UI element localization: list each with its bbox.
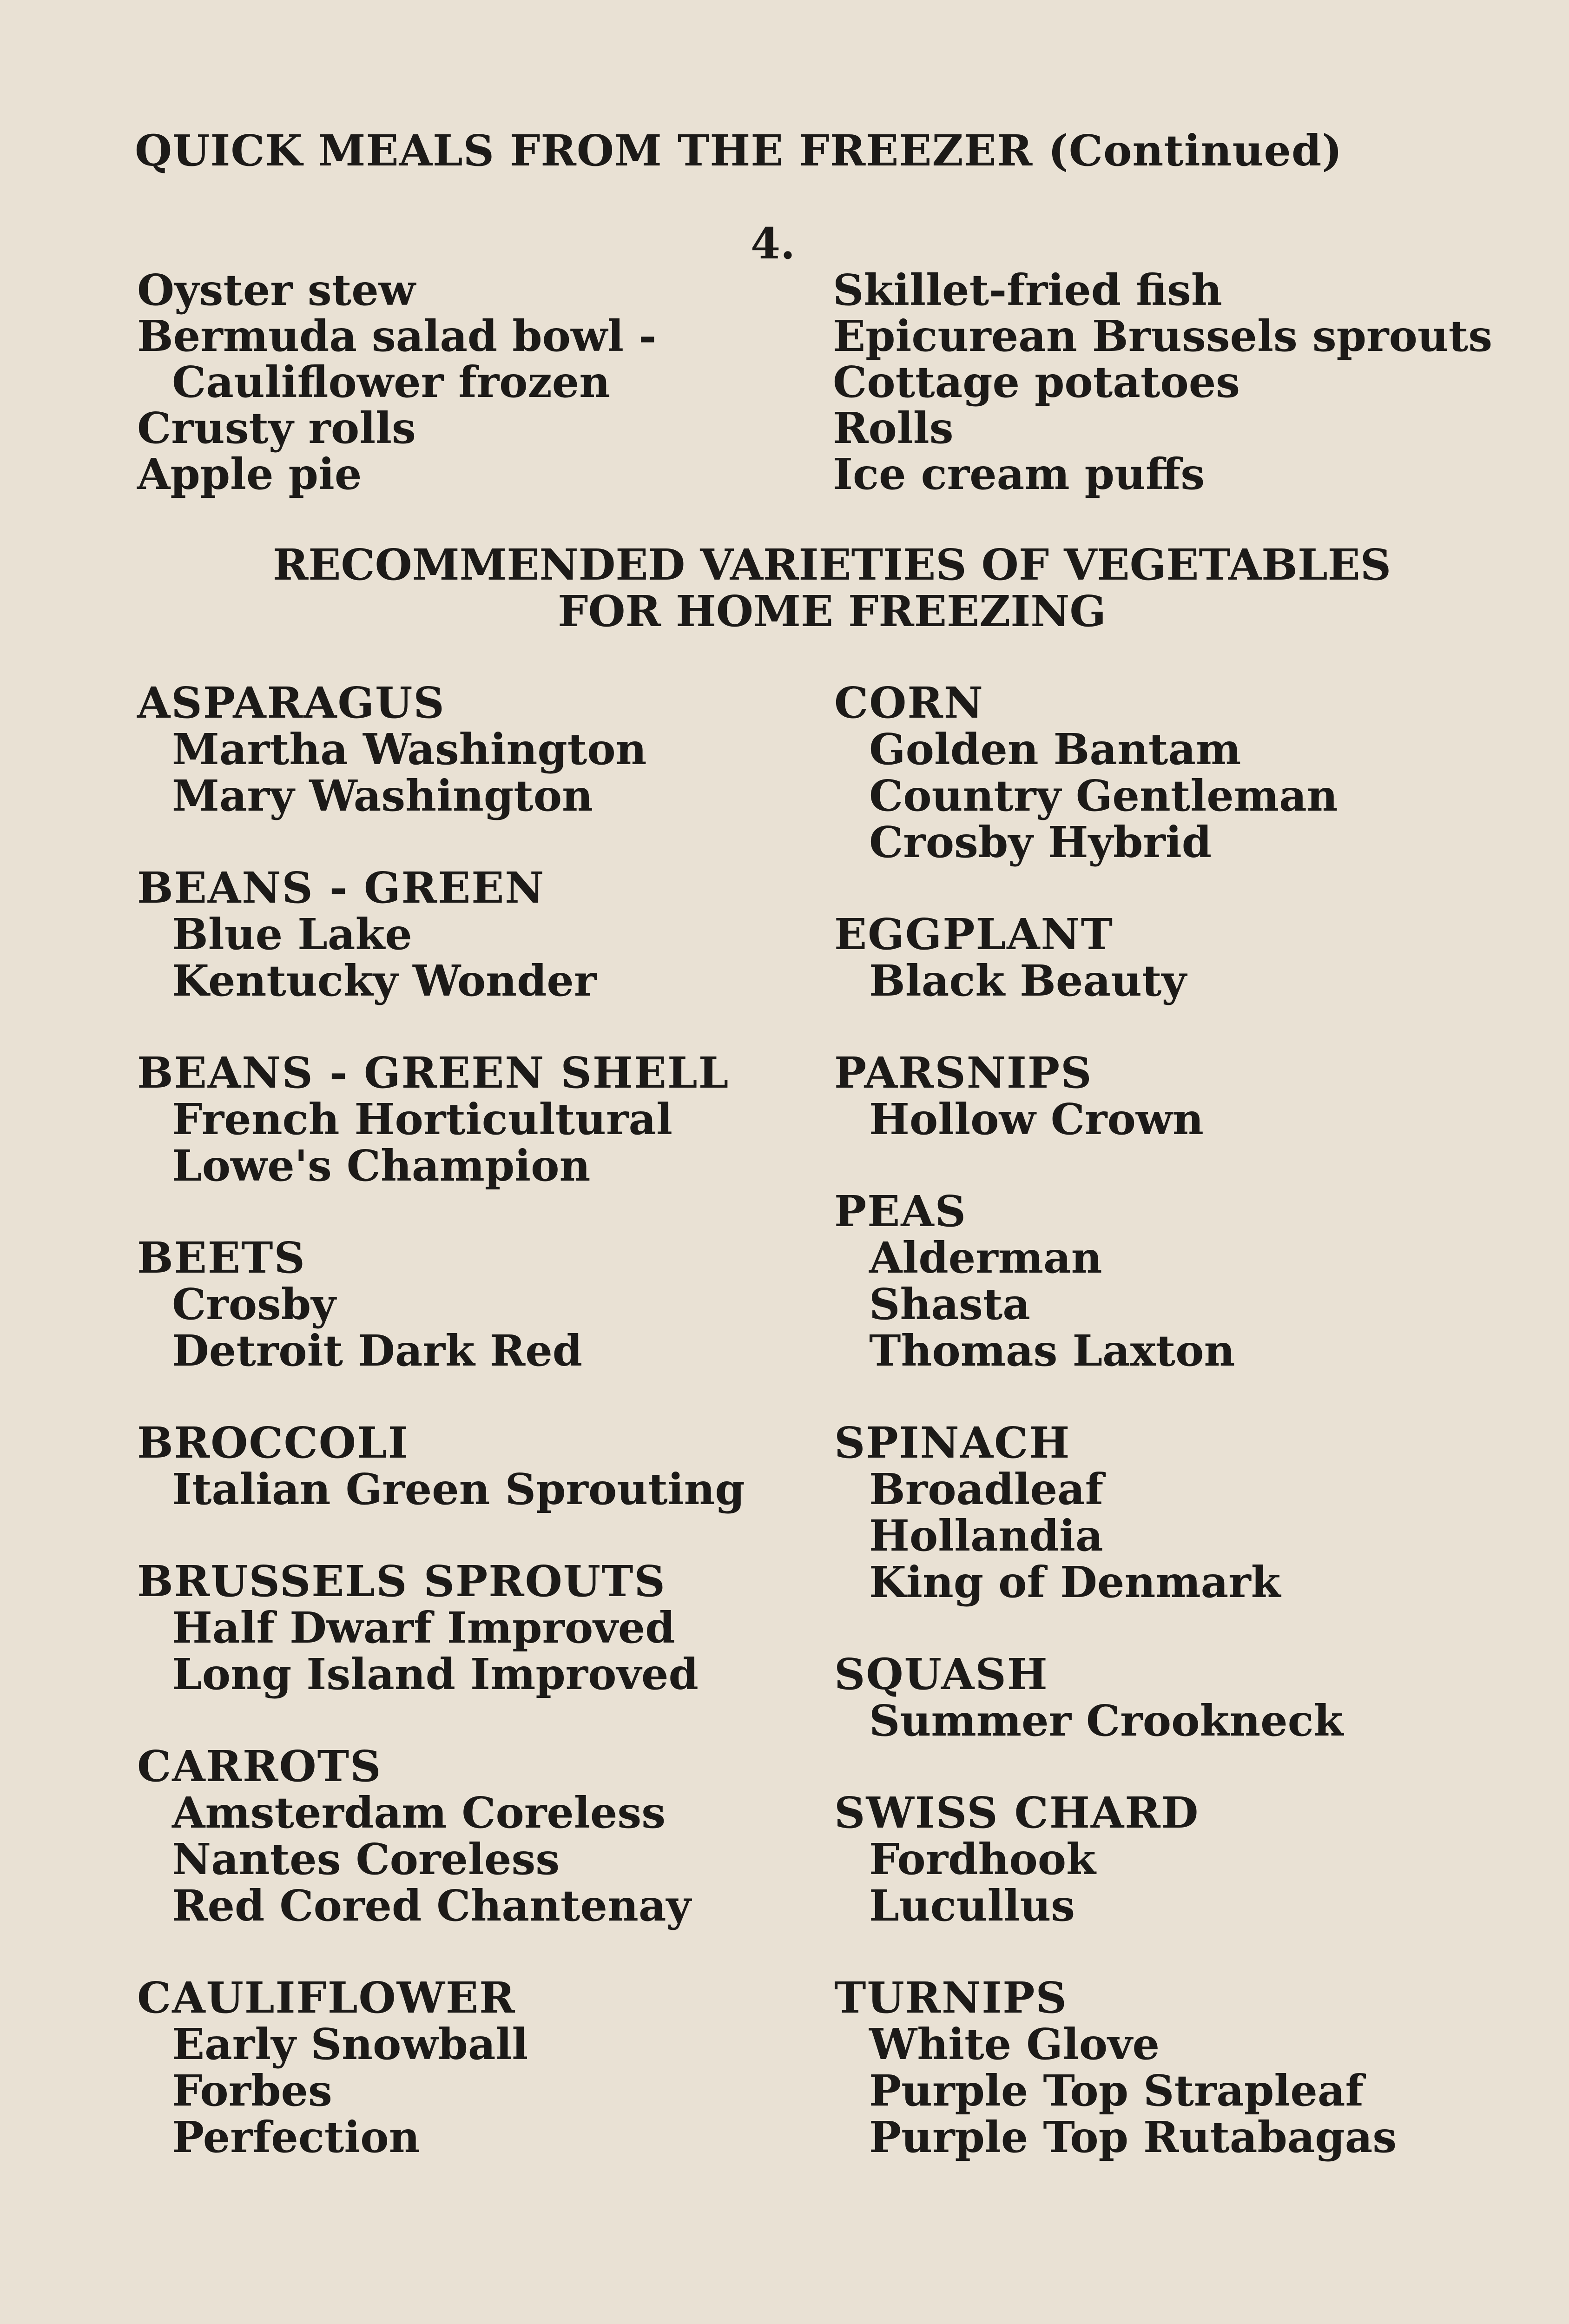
variety: Purple Top Rutabagas [869, 2112, 1397, 2162]
menu-item: Rolls [833, 403, 954, 453]
variety: Red Cored Chantenay [172, 1881, 691, 1931]
vegetable-name: CAULIFLOWER [137, 1973, 516, 2023]
menu-item: Cauliflower frozen [172, 357, 611, 407]
variety: Fordhook [869, 1834, 1096, 1884]
vegetable-name: SQUASH [834, 1649, 1048, 1699]
variety: Lucullus [869, 1881, 1075, 1931]
variety: Hollandia [869, 1511, 1103, 1561]
variety: Black Beauty [869, 956, 1187, 1006]
menu-item: Oyster stew [137, 265, 415, 315]
variety: Kentucky Wonder [172, 956, 597, 1006]
variety: Forbes [172, 2066, 332, 2116]
section-title [0, 541, 1569, 634]
variety: Hollow Crown [869, 1094, 1204, 1144]
vegetable-name: ASPARAGUS [137, 678, 445, 728]
vegetables-right-column [834, 680, 1397, 2206]
vegetable-group [137, 865, 745, 1004]
vegetable-name: SWISS CHARD [834, 1788, 1200, 1838]
vegetable-name: EGGPLANT [834, 909, 1114, 959]
vegetable-name: TURNIPS [834, 1973, 1068, 2023]
vegetable-name: BEETS [137, 1233, 306, 1283]
vegetable-group [137, 1235, 745, 1374]
menu-item: Bermuda salad bowl - [137, 311, 657, 361]
vegetable-name: BEANS - GREEN [137, 863, 545, 913]
vegetable-group [137, 1743, 745, 1929]
vegetable-group [834, 911, 1397, 1004]
menu-item: Ice cream puffs [833, 449, 1205, 499]
variety: Detroit Dark Red [172, 1326, 583, 1376]
variety: Perfection [172, 2112, 420, 2162]
vegetable-group [834, 1789, 1397, 1929]
variety: Martha Washington [172, 724, 647, 774]
vegetable-name: BROCCOLI [137, 1418, 409, 1468]
vegetable-group [137, 680, 745, 819]
variety: Nantes Coreless [172, 1834, 560, 1884]
vegetable-group [834, 1974, 1397, 2160]
variety: King of Denmark [869, 1557, 1281, 1607]
variety: Crosby Hybrid [869, 817, 1212, 867]
variety: Golden Bantam [869, 724, 1241, 774]
variety: Early Snowball [172, 2019, 528, 2069]
vegetable-name: CARROTS [137, 1741, 382, 1791]
variety: Thomas Laxton [869, 1326, 1235, 1376]
variety: Crosby [172, 1279, 336, 1329]
vegetable-group [137, 1974, 745, 2160]
vegetable-group [834, 1050, 1397, 1142]
variety: Shasta [869, 1279, 1030, 1329]
menu-item: Cottage potatoes [833, 357, 1240, 407]
section-title-line: FOR HOME FREEZING [558, 586, 1106, 636]
variety: Mary Washington [172, 771, 593, 821]
variety: Country Gentleman [869, 771, 1338, 821]
menu-right-column [833, 267, 1492, 497]
variety: Alderman [869, 1233, 1102, 1283]
menu-item: Crusty rolls [137, 403, 416, 453]
vegetable-name: SPINACH [834, 1418, 1071, 1468]
variety: Italian Green Sprouting [172, 1464, 745, 1514]
variety: Blue Lake [172, 909, 412, 959]
menu-left-column [137, 267, 656, 497]
vegetable-group [834, 1188, 1397, 1374]
variety: Purple Top Strapleaf [869, 2066, 1364, 2116]
vegetable-group [834, 1419, 1397, 1605]
vegetable-name: PARSNIPS [834, 1048, 1093, 1098]
variety: Half Dwarf Improved [172, 1603, 675, 1653]
vegetable-name: BEANS - GREEN SHELL [137, 1048, 730, 1098]
vegetable-group [137, 1050, 745, 1189]
variety: Long Island Improved [172, 1649, 699, 1699]
menu-number: 4. [751, 218, 796, 269]
vegetable-group [137, 1419, 745, 1512]
menu-item: Skillet-fried fish [833, 265, 1222, 315]
vegetable-name: CORN [834, 678, 984, 728]
variety: French Horticultural [172, 1094, 673, 1144]
page-title: QUICK MEALS FROM THE FREEZER (Continued) [135, 125, 1343, 176]
variety: Lowe's Champion [172, 1141, 591, 1191]
vegetable-group [834, 680, 1397, 865]
vegetable-group [137, 1558, 745, 1697]
menu-item: Apple pie [137, 449, 362, 499]
vegetable-name: BRUSSELS SPROUTS [137, 1556, 666, 1606]
variety: White Glove [869, 2019, 1160, 2069]
variety: Amsterdam Coreless [172, 1788, 666, 1838]
vegetables-left-column [137, 680, 745, 2206]
vegetable-group [834, 1651, 1397, 1744]
variety: Broadleaf [869, 1464, 1104, 1514]
menu-item: Epicurean Brussels sprouts [833, 311, 1492, 361]
section-title-line: RECOMMENDED VARIETIES OF VEGETABLES [272, 540, 1391, 590]
variety: Summer Crookneck [869, 1696, 1344, 1746]
vegetable-name: PEAS [834, 1186, 967, 1236]
